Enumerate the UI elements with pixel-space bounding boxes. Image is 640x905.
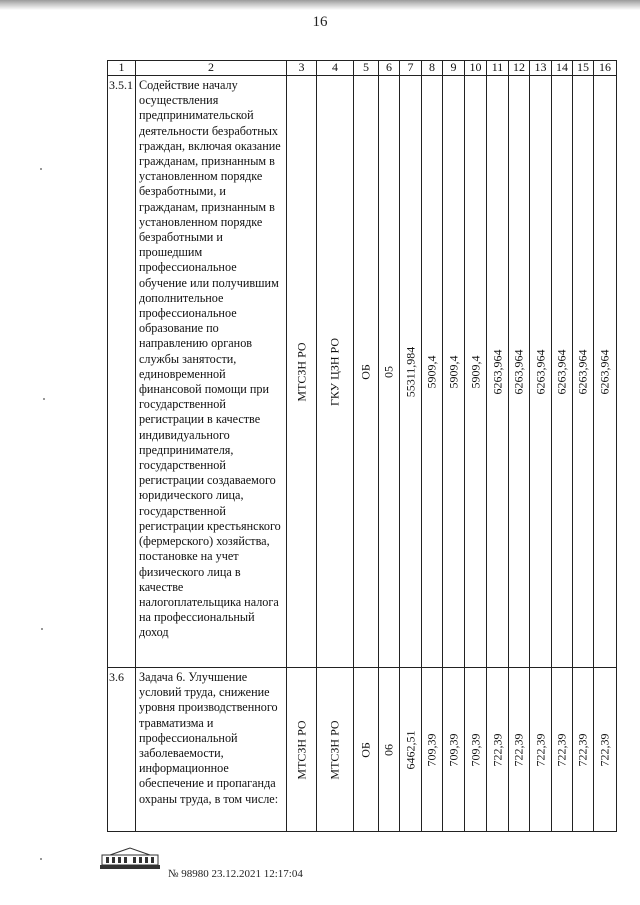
value-cell (573, 668, 594, 832)
document-registration-number: № 98980 23.12.2021 12:17:04 (168, 868, 303, 880)
header-cell: 5 (354, 61, 379, 76)
header-cell: 8 (422, 61, 443, 76)
budget-source-cell (354, 668, 379, 832)
cell-value: 722,39 (511, 733, 526, 766)
cell-value: ОБ (358, 741, 373, 758)
header-cell: 7 (400, 61, 422, 76)
value-cell (465, 76, 487, 668)
header-cell: 15 (573, 61, 594, 76)
code-cell (379, 668, 400, 832)
value-cell (594, 668, 617, 832)
cell-value: 722,39 (597, 733, 612, 766)
value-cell (552, 76, 573, 668)
cell-value: ГКУ ЦЗН РО (327, 337, 342, 406)
responsible-executor-cell (287, 668, 317, 832)
value-cell (509, 668, 530, 832)
cell-value: 709,39 (424, 733, 439, 766)
cell-value: ОБ (358, 363, 373, 380)
cell-value: 6263,964 (597, 349, 612, 394)
cell-value: 55311,984 (402, 346, 417, 397)
value-cell (509, 76, 530, 668)
responsible-executor-cell (287, 76, 317, 668)
value-cell (422, 668, 443, 832)
value-cell (443, 76, 465, 668)
budget-source-cell (354, 76, 379, 668)
value-cell (443, 668, 465, 832)
value-cell (465, 668, 487, 832)
header-cell: 14 (552, 61, 573, 76)
cell-value: МТСЗН РО (293, 719, 308, 780)
scan-speck (40, 168, 42, 170)
header-cell: 11 (487, 61, 509, 76)
cell-value: 6263,964 (532, 349, 547, 394)
value-cell (422, 76, 443, 668)
cell-value: 6263,964 (575, 349, 590, 394)
header-cell: 10 (465, 61, 487, 76)
cell-value: МТСЗН РО (327, 719, 342, 780)
total-cell (400, 76, 422, 668)
row-description: Содействие началу осуществления предпринимательской деятельности безработных граждан, включая оказание гражданам, признанным в установленном порядке безработными, и гражданам, признанным в установленном порядке безработными и прошедшим профессиональное обучение или получившим дополнительное профессиональное образование по направлению органов службы занятости, единовременной финансовой помощи при государственной регистрации в качестве индивидуального предпринимателя, государственной регистрации создаваемого юридического лица, государственной регистрации крестьянского (фермерского) хозяйства, постановке на учет физического лица в качестве налогоплательщика налога на профессиональный доход (136, 76, 287, 668)
total-cell (400, 668, 422, 832)
header-cell: 4 (317, 61, 354, 76)
value-cell (487, 76, 509, 668)
cell-value: 6263,964 (511, 349, 526, 394)
cell-value: 722,39 (575, 733, 590, 766)
scan-speck (40, 858, 42, 860)
cell-value: 05 (381, 365, 396, 378)
cell-value: 06 (381, 743, 396, 756)
scan-speck (43, 398, 45, 400)
value-cell (487, 668, 509, 832)
row-index: 3.5.1 (108, 76, 136, 668)
cell-value: 6263,964 (554, 349, 569, 394)
header-cell: 9 (443, 61, 465, 76)
cell-value: 6462,51 (402, 730, 417, 769)
header-cell: 12 (509, 61, 530, 76)
value-cell (552, 668, 573, 832)
header-cell: 1 (108, 61, 136, 76)
cell-value: 709,39 (445, 733, 460, 766)
program-table (107, 60, 617, 832)
table-row (108, 76, 617, 668)
code-cell (379, 76, 400, 668)
co-executor-cell (317, 76, 354, 668)
value-cell (573, 76, 594, 668)
value-cell (530, 76, 552, 668)
cell-value: 5909,4 (445, 355, 460, 388)
cell-value: 722,39 (554, 733, 569, 766)
header-cell: 16 (594, 61, 617, 76)
cell-value: 5909,4 (424, 355, 439, 388)
column-number-row (108, 61, 617, 76)
table-row (108, 668, 617, 832)
row-description: Задача 6. Улучшение условий труда, снижение уровня производственного травматизма и профессиональной заболеваемости, информационное обеспечение и пропаганда охраны труда, в том числе: (136, 668, 287, 832)
header-cell: 6 (379, 61, 400, 76)
scan-speck (41, 628, 43, 630)
cell-value: 722,39 (489, 733, 504, 766)
page-number: 16 (312, 14, 328, 30)
cell-value: МТСЗН РО (293, 341, 308, 402)
government-seal-logo (98, 846, 162, 870)
value-cell (594, 76, 617, 668)
cell-value: 722,39 (532, 733, 547, 766)
row-index: 3.6 (108, 668, 136, 832)
cell-value: 709,39 (467, 733, 482, 766)
header-cell: 13 (530, 61, 552, 76)
co-executor-cell (317, 668, 354, 832)
cell-value: 5909,4 (467, 355, 482, 388)
value-cell (530, 668, 552, 832)
header-cell: 3 (287, 61, 317, 76)
cell-value: 6263,964 (489, 349, 504, 394)
header-cell: 2 (136, 61, 287, 76)
scan-edge-shadow (0, 0, 640, 10)
